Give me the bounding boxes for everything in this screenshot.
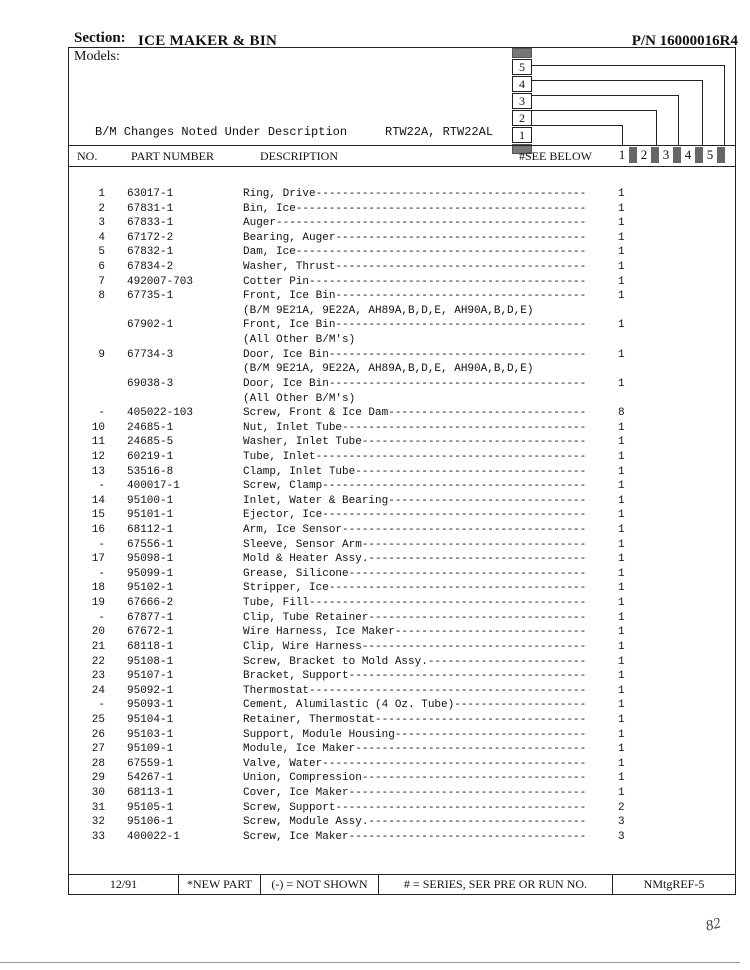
part-quantity: 1 [618, 319, 625, 332]
part-number-cell: 67734-3 [127, 348, 174, 361]
series-col: 1 [618, 147, 626, 162]
part-number-cell: 67172-2 [127, 231, 174, 244]
part-description: Nut, Inlet Tube------------------------------------- [243, 421, 587, 434]
part-quantity: 1 [618, 377, 625, 390]
part-quantity: 1 [618, 538, 625, 551]
footer-date: 12/91 [69, 875, 179, 894]
part-item-number: 1 [98, 188, 105, 200]
part-quantity: 1 [618, 188, 625, 200]
part-description: Cotter Pin------------------------------------------ [243, 275, 587, 288]
section-title: ICE MAKER & BIN [138, 33, 278, 49]
part-quantity: 1 [618, 524, 625, 537]
part-number-cell: 95109-1 [127, 743, 174, 756]
part-description: Front, Ice Bin-------------------------------------- [243, 319, 587, 332]
part-description: Screw, Support-------------------------------------- [243, 801, 587, 814]
series-columns [615, 147, 725, 163]
part-item-number: 3 [98, 217, 105, 230]
part-item-number: - [98, 407, 105, 420]
part-quantity: 2 [618, 801, 625, 814]
part-number-cell: 24685-1 [127, 421, 174, 434]
part-description: Clamp, Inlet Tube----------------------------------- [243, 465, 587, 478]
part-description: (All Other B/M's) [243, 334, 356, 347]
part-description: Door, Ice Bin--------------------------------------- [243, 348, 587, 361]
part-quantity: 1 [618, 290, 625, 303]
part-description: Auger----------------------------------------------- [243, 217, 587, 230]
part-quantity: 1 [618, 509, 625, 522]
part-description: (B/M 9E21A, 9E22A, AH89A,B,D,E, AH90A,B,D,E) [243, 363, 534, 376]
series-box-shade [512, 48, 532, 58]
part-description: Washer, Thrust-------------------------------------- [243, 261, 587, 274]
table-row [69, 524, 735, 539]
part-number-cell: 63017-1 [127, 188, 174, 200]
part-number-cell: 95105-1 [127, 801, 174, 814]
parts-list-frame [68, 47, 736, 895]
part-description: Sleeve, Sensor Arm---------------------------------- [243, 538, 587, 551]
part-quantity: 1 [618, 772, 625, 785]
part-item-number: 22 [91, 655, 105, 668]
part-number-cell: 67672-1 [127, 626, 174, 639]
table-row [69, 509, 735, 524]
part-description: Ejector, Ice---------------------------------------- [243, 509, 587, 522]
part-item-number: 30 [91, 786, 105, 799]
part-quantity: 1 [618, 684, 625, 697]
table-row [69, 334, 735, 349]
part-description: Cement, Alumilastic (4 Oz. Tube)-------------------- [243, 699, 587, 712]
model-list: RTW22A, RTW22AL [385, 125, 494, 139]
part-number-cell: 67735-1 [127, 290, 174, 303]
part-number-cell: 67877-1 [127, 611, 174, 624]
part-item-number: - [98, 538, 105, 551]
table-row [69, 305, 735, 320]
part-item-number: - [98, 699, 105, 712]
part-number-cell: 54267-1 [127, 772, 174, 785]
table-row [69, 743, 735, 758]
part-description: Screw, Front & Ice Dam------------------------------ [243, 407, 587, 420]
part-item-number: 20 [91, 626, 105, 639]
part-item-number: 7 [98, 275, 105, 288]
part-number-cell: 67832-1 [127, 246, 174, 259]
part-quantity: 1 [618, 246, 625, 259]
part-quantity: 1 [618, 670, 625, 683]
table-row [69, 699, 735, 714]
table-row [69, 261, 735, 276]
series-col: 5 [706, 147, 714, 162]
part-quantity: 1 [618, 217, 625, 230]
part-description: Union, Compression---------------------------------- [243, 772, 587, 785]
part-item-number: 25 [91, 713, 105, 726]
models-label: Models: [74, 49, 120, 64]
series-box: 2 [512, 110, 532, 126]
part-quantity: 1 [618, 348, 625, 361]
part-number-cell: 68118-1 [127, 640, 174, 653]
part-number-cell: 400017-1 [127, 480, 180, 493]
part-number-cell: 95101-1 [127, 509, 174, 522]
part-item-number: 24 [91, 684, 105, 697]
part-item-number: 13 [91, 465, 105, 478]
part-description: Screw, Bracket to Mold Assy.------------------------ [243, 655, 587, 668]
part-description: Door, Ice Bin--------------------------------------- [243, 377, 587, 390]
part-number-cell: 95106-1 [127, 816, 174, 829]
part-item-number: 8 [98, 290, 105, 303]
series-shade [673, 147, 681, 163]
part-description: Bin, Ice-------------------------------------------- [243, 202, 587, 215]
page-bottom-rule [0, 962, 740, 963]
part-description: Support, Module Housing----------------------------- [243, 728, 587, 741]
section-label: Section: [74, 30, 126, 46]
table-row [69, 816, 735, 831]
part-quantity: 1 [618, 597, 625, 610]
table-row [69, 276, 735, 291]
table-row [69, 217, 735, 232]
part-quantity: 8 [618, 407, 625, 420]
table-row [69, 641, 735, 656]
table-row [69, 407, 735, 422]
table-row [69, 495, 735, 510]
col-header-see-below: #SEE BELOW [519, 149, 592, 163]
part-quantity: 1 [618, 728, 625, 741]
part-item-number: 2 [98, 202, 105, 215]
series-shade [629, 147, 637, 163]
part-description: Screw, Module Assy.--------------------------------- [243, 816, 587, 829]
part-number-cell: 95093-1 [127, 699, 174, 712]
part-description: Cover, Ice Maker------------------------------------ [243, 786, 587, 799]
table-row [69, 466, 735, 481]
series-col: 4 [684, 147, 692, 162]
series-box: 4 [512, 76, 532, 92]
table-row [69, 363, 735, 378]
part-quantity: 1 [618, 713, 625, 726]
part-number-cell: 95102-1 [127, 582, 174, 595]
table-row [69, 422, 735, 437]
part-number-cell: 67666-2 [127, 597, 174, 610]
part-quantity: 1 [618, 275, 625, 288]
part-number-cell: 95100-1 [127, 494, 174, 507]
part-number-cell: 69038-3 [127, 377, 174, 390]
part-item-number: 19 [91, 597, 105, 610]
part-quantity: 1 [618, 231, 625, 244]
col-header-description: DESCRIPTION [260, 149, 339, 163]
series-shade [717, 147, 725, 163]
part-item-number: - [98, 567, 105, 580]
part-number-cell: 24685-5 [127, 436, 174, 449]
part-number-cell: 67559-1 [127, 757, 174, 770]
series-shade [695, 147, 703, 163]
table-row [69, 480, 735, 495]
series-bracket [532, 125, 623, 146]
parts-table [69, 188, 735, 845]
table-row [69, 290, 735, 305]
table-row [69, 349, 735, 364]
table-row [69, 378, 735, 393]
series-box: 5 [512, 59, 532, 75]
table-row [69, 319, 735, 334]
part-item-number: - [98, 480, 105, 493]
part-quantity: 1 [618, 421, 625, 434]
part-description: Screw, Clamp---------------------------------------- [243, 480, 587, 493]
part-quantity: 1 [618, 786, 625, 799]
part-number-cell: 400022-1 [127, 830, 180, 843]
part-item-number: - [98, 611, 105, 624]
series-col: 3 [662, 147, 670, 162]
part-quantity: 1 [618, 494, 625, 507]
footer-new-part: *NEW PART [179, 875, 261, 894]
part-quantity: 3 [618, 830, 625, 843]
table-row [69, 831, 735, 846]
part-quantity: 1 [618, 582, 625, 595]
table-row [69, 246, 735, 261]
part-description: Dam, Ice-------------------------------------------- [243, 246, 587, 259]
table-row [69, 568, 735, 583]
part-description: Ring, Drive----------------------------------------- [243, 188, 587, 200]
table-row [69, 626, 735, 641]
part-quantity: 1 [618, 567, 625, 580]
part-number-cell: 68113-1 [127, 786, 174, 799]
part-description: Screw, Ice Maker------------------------------------ [243, 830, 587, 843]
part-item-number: 23 [91, 670, 105, 683]
series-box: 3 [512, 93, 532, 109]
series-col: 2 [640, 147, 648, 162]
table-row [69, 656, 735, 671]
part-quantity: 1 [618, 553, 625, 566]
part-description: Tube, Fill------------------------------------------ [243, 597, 587, 610]
part-description: Tube, Inlet----------------------------------------- [243, 450, 587, 463]
handwritten-mark: 82 [704, 915, 723, 935]
part-number-cell: 60219-1 [127, 450, 174, 463]
part-number-cell: 492007-703 [127, 275, 194, 288]
part-description: Thermostat------------------------------------------ [243, 684, 587, 697]
part-item-number: 29 [91, 772, 105, 785]
part-item-number: 31 [91, 801, 105, 814]
part-description: Inlet, Water & Bearing------------------------------ [243, 494, 587, 507]
part-number-cell: 67902-1 [127, 319, 174, 332]
series-shade [651, 147, 659, 163]
part-item-number: 16 [91, 524, 105, 537]
part-description: (All Other B/M's) [243, 392, 356, 405]
part-number-cell: 405022-103 [127, 407, 194, 420]
table-row [69, 772, 735, 787]
part-number-cell: 67556-1 [127, 538, 174, 551]
part-number-cell: 67831-1 [127, 202, 174, 215]
part-item-number: 27 [91, 743, 105, 756]
part-quantity: 1 [618, 436, 625, 449]
col-header-part-number: PART NUMBER [131, 149, 214, 163]
footer-not-shown: (-) = NOT SHOWN [261, 875, 379, 894]
table-row [69, 597, 735, 612]
table-row [69, 393, 735, 408]
footer-series-note: # = SERIES, SER PRE OR RUN NO. [379, 875, 613, 894]
col-header-no: NO. [77, 149, 98, 163]
part-number-cell: 53516-8 [127, 465, 174, 478]
bm-changes-note: B/M Changes Noted Under Description [95, 125, 348, 139]
part-quantity: 1 [618, 611, 625, 624]
table-row [69, 714, 735, 729]
table-header [69, 145, 735, 167]
footer-ref: NMtgREF-5 [643, 877, 705, 891]
part-description: Grease, Silicone------------------------------------ [243, 567, 587, 580]
table-row [69, 188, 735, 203]
part-description: Valve, Water---------------------------------------- [243, 757, 587, 770]
table-row [69, 582, 735, 597]
part-description: Mold & Heater Assy.--------------------------------- [243, 553, 587, 566]
part-item-number: 15 [91, 509, 105, 522]
table-row [69, 612, 735, 627]
part-item-number: 28 [91, 757, 105, 770]
table-row [69, 436, 735, 451]
part-item-number: 21 [91, 640, 105, 653]
part-quantity: 3 [618, 816, 625, 829]
part-number-cell: 95099-1 [127, 567, 174, 580]
part-item-number: 18 [91, 582, 105, 595]
table-row [69, 451, 735, 466]
part-description: Clip, Wire Harness---------------------------------- [243, 640, 587, 653]
part-number-cell: 95098-1 [127, 553, 174, 566]
part-description: Stripper, Ice--------------------------------------- [243, 582, 587, 595]
part-quantity: 1 [618, 699, 625, 712]
part-quantity: 1 [618, 261, 625, 274]
part-quantity: 1 [618, 450, 625, 463]
part-number-cell: 95092-1 [127, 684, 174, 697]
table-row [69, 729, 735, 744]
page-header [74, 30, 738, 48]
part-description: (B/M 9E21A, 9E22A, AH89A,B,D,E, AH90A,B,D,E) [243, 304, 534, 317]
part-description: Arm, Ice Sensor------------------------------------- [243, 524, 587, 537]
part-item-number: 17 [91, 553, 105, 566]
series-box-stack [512, 48, 534, 155]
part-number: P/N 16000016R4 [631, 33, 738, 49]
part-quantity: 1 [618, 480, 625, 493]
part-quantity: 1 [618, 465, 625, 478]
part-number-cell: 95104-1 [127, 713, 174, 726]
table-row [69, 685, 735, 700]
part-description: Bracket, Support------------------------------------ [243, 670, 587, 683]
table-row [69, 670, 735, 685]
part-number-cell: 68112-1 [127, 524, 174, 537]
part-number-cell: 67834-2 [127, 261, 174, 274]
part-description: Clip, Tube Retainer--------------------------------- [243, 611, 587, 624]
table-row [69, 203, 735, 218]
part-item-number: 9 [98, 348, 105, 361]
part-number-cell: 95108-1 [127, 655, 174, 668]
series-box: 1 [512, 127, 532, 143]
part-quantity: 1 [618, 202, 625, 215]
table-row [69, 787, 735, 802]
part-quantity: 1 [618, 640, 625, 653]
page-footer [69, 874, 735, 894]
table-row [69, 758, 735, 773]
part-item-number: 10 [91, 421, 105, 434]
part-description: Bearing, Auger-------------------------------------- [243, 231, 587, 244]
part-item-number: 6 [98, 261, 105, 274]
table-row [69, 802, 735, 817]
part-item-number: 32 [91, 816, 105, 829]
part-description: Retainer, Thermostat-------------------------------- [243, 713, 587, 726]
part-quantity: 1 [618, 743, 625, 756]
part-description: Module, Ice Maker----------------------------------- [243, 743, 587, 756]
part-number-cell: 95107-1 [127, 670, 174, 683]
part-item-number: 4 [98, 231, 105, 244]
table-row [69, 232, 735, 247]
part-item-number: 14 [91, 494, 105, 507]
part-quantity: 1 [618, 757, 625, 770]
table-row [69, 539, 735, 554]
table-row [69, 553, 735, 568]
part-item-number: 12 [91, 450, 105, 463]
part-number-cell: 67833-1 [127, 217, 174, 230]
part-quantity: 1 [618, 655, 625, 668]
part-description: Washer, Inlet Tube---------------------------------- [243, 436, 587, 449]
part-number-cell: 95103-1 [127, 728, 174, 741]
part-item-number: 5 [98, 246, 105, 259]
part-quantity: 1 [618, 626, 625, 639]
part-item-number: 26 [91, 728, 105, 741]
part-item-number: 11 [91, 436, 105, 449]
part-description: Front, Ice Bin-------------------------------------- [243, 290, 587, 303]
part-description: Wire Harness, Ice Maker----------------------------- [243, 626, 587, 639]
part-item-number: 33 [91, 830, 105, 843]
